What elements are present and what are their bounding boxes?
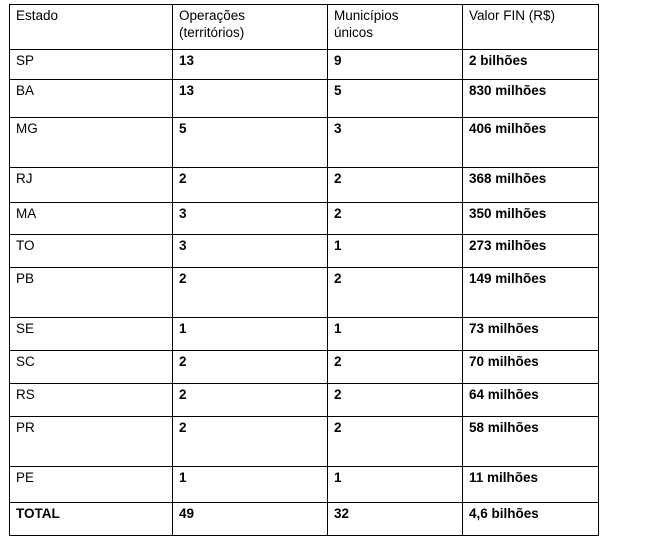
cell-estado: SE — [10, 318, 173, 351]
cell-municipios: 2 — [328, 384, 463, 417]
table-row — [10, 235, 599, 268]
cell-estado: SC — [10, 351, 173, 384]
cell-operacoes: 13 — [173, 50, 328, 80]
cell-operacoes: 2 — [173, 268, 328, 318]
cell-valor: 149 milhões — [463, 268, 599, 318]
cell-municipios: 2 — [328, 168, 463, 203]
cell-estado: PB — [10, 268, 173, 318]
cell-municipios: 1 — [328, 318, 463, 351]
cell-operacoes: 2 — [173, 417, 328, 467]
cell-valor: 58 milhões — [463, 417, 599, 467]
cell-estado: PE — [10, 467, 173, 503]
column-header-operacoes — [173, 5, 328, 50]
cell-estado: PR — [10, 417, 173, 467]
cell-estado: TO — [10, 235, 173, 268]
table-body — [10, 50, 599, 536]
column-header-valor-line1: Valor FIN (R$) — [469, 8, 556, 23]
cell-operacoes: 5 — [173, 118, 328, 168]
column-header-estado — [10, 5, 173, 50]
cell-valor: 830 milhões — [463, 80, 599, 118]
cell-municipios: 3 — [328, 118, 463, 168]
column-header-valor — [463, 5, 599, 50]
cell-operacoes: 2 — [173, 384, 328, 417]
table-row — [10, 118, 599, 168]
cell-operacoes: 1 — [173, 318, 328, 351]
column-header-municipios-line2: únicos — [334, 24, 374, 40]
cell-valor: 368 milhões — [463, 168, 599, 203]
cell-valor: 11 milhões — [463, 467, 599, 503]
cell-valor: 2 bilhões — [463, 50, 599, 80]
table-row — [10, 503, 599, 536]
table-header — [10, 5, 599, 50]
cell-estado: RS — [10, 384, 173, 417]
cell-municipios: 1 — [328, 467, 463, 503]
column-header-operacoes-line2: (territórios) — [179, 24, 245, 40]
cell-municipios: 2 — [328, 351, 463, 384]
table-row — [10, 168, 599, 203]
cell-valor: 406 milhões — [463, 118, 599, 168]
cell-estado: RJ — [10, 168, 173, 203]
column-header-municipios-line1: Municípios — [334, 8, 399, 23]
cell-valor: 70 milhões — [463, 351, 599, 384]
column-header-operacoes-line1: Operações — [179, 8, 246, 23]
table-row — [10, 351, 599, 384]
table-row — [10, 467, 599, 503]
table-row — [10, 417, 599, 467]
cell-operacoes: 2 — [173, 351, 328, 384]
cell-municipios: 32 — [328, 503, 463, 536]
cell-estado: TOTAL — [10, 503, 173, 536]
cell-estado: MA — [10, 203, 173, 235]
cell-operacoes: 3 — [173, 203, 328, 235]
column-header-municipios — [328, 5, 463, 50]
table-row — [10, 318, 599, 351]
table-row — [10, 268, 599, 318]
cell-municipios: 9 — [328, 50, 463, 80]
cell-estado: BA — [10, 80, 173, 118]
cell-municipios: 5 — [328, 80, 463, 118]
table-row — [10, 80, 599, 118]
cell-operacoes: 13 — [173, 80, 328, 118]
cell-estado: SP — [10, 50, 173, 80]
cell-valor: 73 milhões — [463, 318, 599, 351]
table-row — [10, 50, 599, 80]
cell-valor: 350 milhões — [463, 203, 599, 235]
cell-estado: MG — [10, 118, 173, 168]
table-row — [10, 384, 599, 417]
cell-operacoes: 2 — [173, 168, 328, 203]
cell-operacoes: 3 — [173, 235, 328, 268]
cell-municipios: 2 — [328, 417, 463, 467]
states-operations-table — [9, 4, 599, 536]
table-row — [10, 203, 599, 235]
cell-municipios: 2 — [328, 203, 463, 235]
table-header-row — [10, 5, 599, 50]
cell-valor: 64 milhões — [463, 384, 599, 417]
column-header-estado-line1: Estado — [16, 8, 59, 23]
cell-operacoes: 49 — [173, 503, 328, 536]
cell-municipios: 1 — [328, 235, 463, 268]
cell-municipios: 2 — [328, 268, 463, 318]
cell-valor: 4,6 bilhões — [463, 503, 599, 536]
cell-operacoes: 1 — [173, 467, 328, 503]
cell-valor: 273 milhões — [463, 235, 599, 268]
